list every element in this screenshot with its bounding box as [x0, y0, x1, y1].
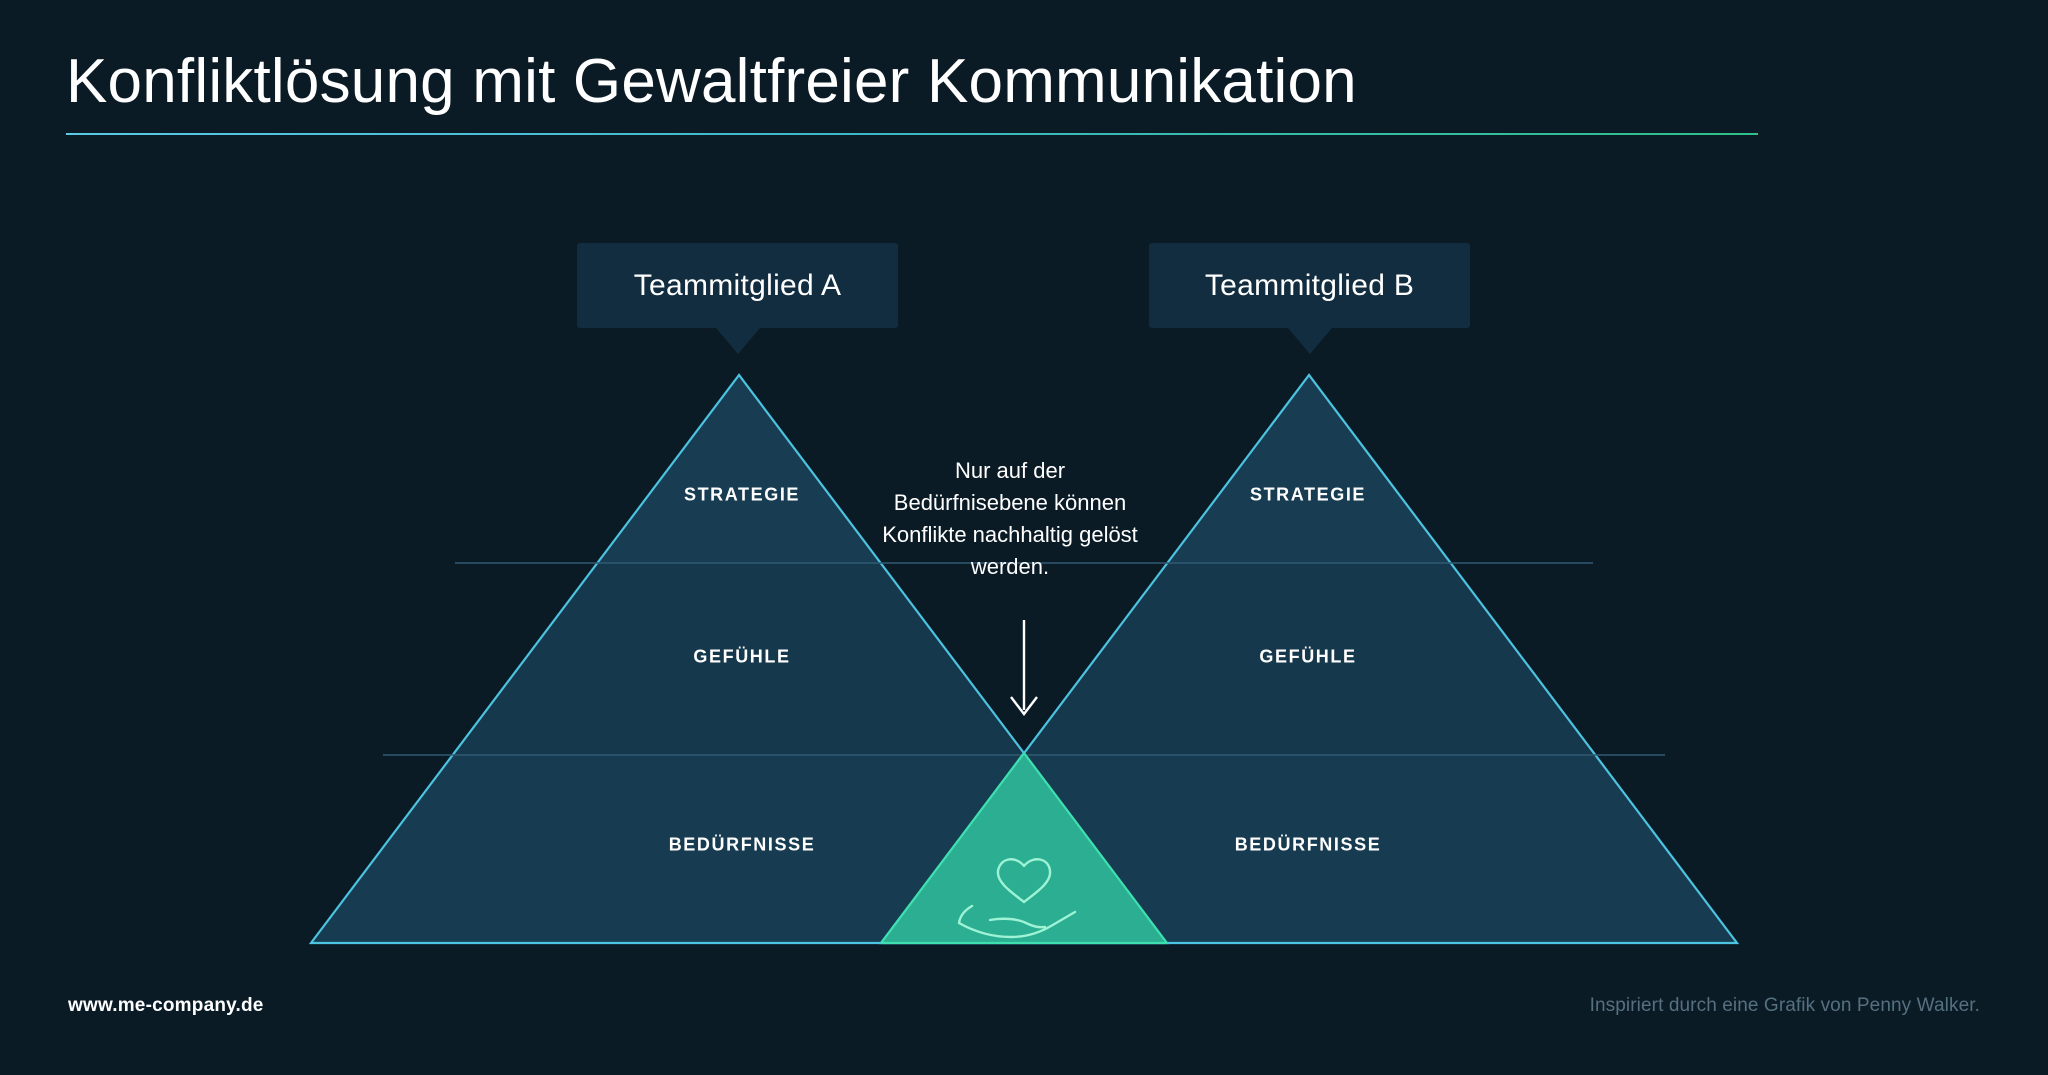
tier-label-right-strategy: STRATEGIE	[1249, 484, 1367, 505]
callout-tail-a	[716, 328, 760, 354]
tier-label-right-feelings: GEFÜHLE	[1259, 646, 1357, 667]
tier-label-left-needs: BEDÜRFNISSE	[668, 834, 816, 855]
callout-team-member-b[interactable]	[1149, 243, 1470, 328]
callout-team-member-b-label: Teammitglied B	[1204, 268, 1415, 302]
down-arrow-icon	[1011, 620, 1037, 714]
callout-tail-b	[1288, 328, 1332, 354]
tier-label-right-needs: BEDÜRFNISSE	[1234, 834, 1382, 855]
footer-website[interactable]: www.me-company.de	[68, 995, 264, 1016]
tier-label-left-feelings: GEFÜHLE	[693, 646, 791, 667]
tier-label-left-strategy: STRATEGIE	[683, 484, 801, 505]
footer-credit: Inspiriert durch eine Grafik von Penny Walker.	[1589, 995, 1980, 1016]
page-title: Konfliktlösung mit Gewaltfreier Kommunikation	[66, 47, 1357, 116]
center-note: Nur auf der Bedürfnisebene können Konflikte nachhaltig gelöst werden.	[882, 458, 1138, 579]
callout-team-member-a-label: Teammitglied A	[633, 268, 842, 302]
callout-team-member-a[interactable]	[577, 243, 898, 328]
